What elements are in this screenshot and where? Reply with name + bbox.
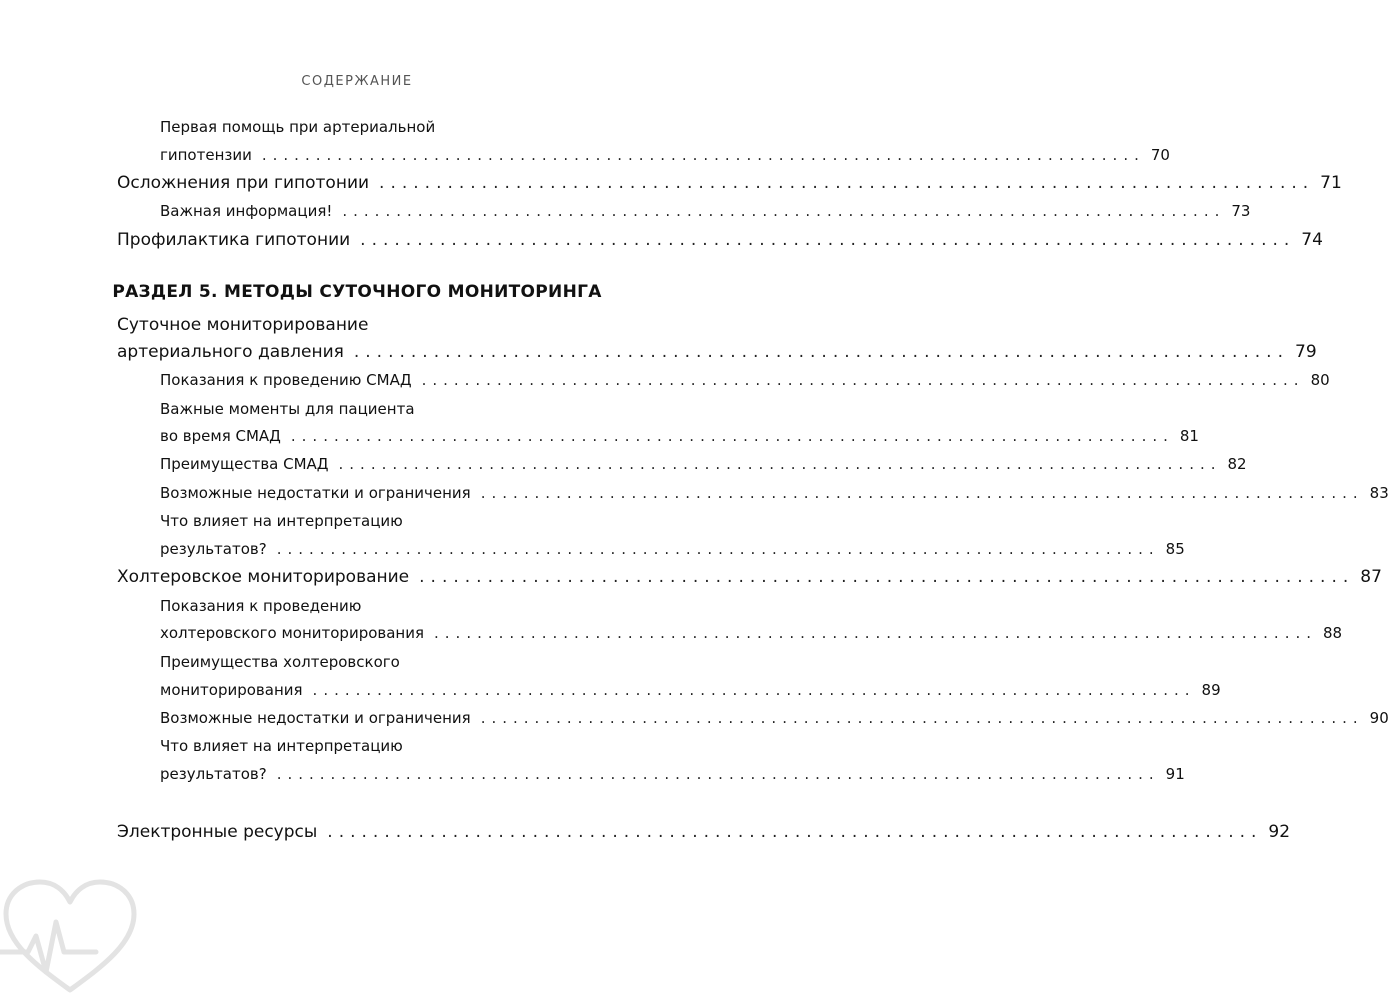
toc-page-number: 80	[1310, 371, 1330, 389]
toc-page-number: 81	[1179, 427, 1199, 445]
toc-entry-text: Осложнения при гипотонии	[117, 173, 370, 193]
toc-entry-text: Преимущества холтеровского	[160, 653, 400, 671]
toc-page-number: 91	[1165, 765, 1185, 783]
toc-leader-dots: ..................................................................................	[261, 146, 1145, 164]
toc-entry[interactable]	[160, 452, 1247, 476]
toc-page-number: 89	[1201, 681, 1221, 699]
toc-entry-text: артериального давления	[117, 342, 344, 362]
toc-leader-dots: ..................................................................................	[327, 822, 1263, 842]
toc-entry-text: Профилактика гипотонии	[117, 230, 351, 250]
toc-page-number: 82	[1227, 455, 1247, 473]
toc-entry-text: Показания к проведению СМАД	[160, 371, 412, 389]
toc-leader-dots: ..................................................................................	[290, 427, 1174, 445]
toc-entry[interactable]	[160, 621, 1343, 645]
toc-leader-dots: ..................................................................................	[360, 230, 1296, 250]
toc-entry-text: Что влияет на интерпретацию	[160, 512, 403, 530]
toc-page-number: 87	[1360, 567, 1382, 587]
toc-page-number: 88	[1323, 624, 1343, 642]
toc-leader-dots: ..................................................................................	[421, 371, 1305, 389]
toc-page-number: 85	[1165, 540, 1185, 558]
toc-page-number: 71	[1320, 173, 1342, 193]
toc-page-number: 83	[1369, 484, 1389, 502]
toc-entry-text: Важные моменты для пациента	[160, 400, 415, 418]
toc-leader-dots: ..................................................................................	[480, 484, 1364, 502]
toc-entry-text: Электронные ресурсы	[117, 822, 318, 842]
toc-entry-text: во время СМАД	[160, 427, 281, 445]
toc-page-number: 70	[1150, 146, 1170, 164]
toc-entry-text: мониторирования	[160, 681, 303, 699]
toc-entry[interactable]	[160, 762, 1185, 786]
toc-entry-text: холтеровского мониторирования	[160, 624, 425, 642]
section-title: РАЗДЕЛ 5. МЕТОДЫ СУТОЧНОГО МОНИТОРИНГА	[112, 282, 602, 302]
toc-entry-text: результатов?	[160, 540, 267, 558]
toc-leader-dots: ..................................................................................	[312, 681, 1196, 699]
toc-entry[interactable]	[160, 706, 1389, 730]
toc-entry[interactable]	[160, 481, 1389, 505]
toc-entry-text: Что влияет на интерпретацию	[160, 737, 403, 755]
toc-entry-text: Суточное мониторирование	[117, 315, 369, 335]
toc-entry[interactable]	[160, 368, 1330, 392]
toc-leader-dots: ..................................................................................	[276, 540, 1160, 558]
toc-page-number: 74	[1301, 230, 1323, 250]
toc-leader-dots: ..................................................................................	[434, 624, 1317, 642]
toc-leader-dots: ..................................................................................	[353, 342, 1289, 362]
toc-leader-dots: ..................................................................................	[338, 455, 1222, 473]
toc-entry-text: Возможные недостатки и ограничения	[160, 484, 471, 502]
toc-page-number: 90	[1369, 709, 1389, 727]
toc-leader-dots: ..................................................................................	[276, 765, 1160, 783]
toc-entry-text: Возможные недостатки и ограничения	[160, 709, 471, 727]
toc-leader-dots: ..................................................................................	[379, 173, 1315, 193]
toc-leader-dots: ..................................................................................	[419, 567, 1355, 587]
toc-entry[interactable]	[117, 340, 1317, 364]
toc-entry-text: гипотензии	[160, 146, 252, 164]
toc-entry-text: Показания к проведению	[160, 597, 362, 615]
toc-page-number: 79	[1295, 342, 1317, 362]
toc-entry[interactable]	[117, 171, 1342, 195]
toc-leader-dots: ..................................................................................	[342, 202, 1226, 220]
toc-entry[interactable]	[117, 820, 1291, 844]
toc-entry-text: Преимущества СМАД	[160, 455, 329, 473]
toc-entry[interactable]	[160, 678, 1221, 702]
toc-entry-text: Первая помощь при артериальной	[160, 118, 436, 136]
toc-page-number: 73	[1231, 202, 1251, 220]
toc-entry[interactable]	[160, 199, 1251, 223]
toc-entry[interactable]	[117, 228, 1323, 252]
toc-entry-text: Холтеровское мониторирование	[117, 567, 410, 587]
toc-entry[interactable]	[160, 143, 1170, 167]
toc-entry[interactable]	[160, 424, 1199, 448]
page-header: СОДЕРЖАНИЕ	[301, 74, 413, 89]
toc-entry[interactable]	[117, 565, 1382, 589]
toc-leader-dots: ..................................................................................	[480, 709, 1364, 727]
toc-entry[interactable]	[160, 537, 1185, 561]
toc-page-number: 92	[1268, 822, 1291, 842]
toc-entry-text: результатов?	[160, 765, 267, 783]
toc-entry-text: Важная информация!	[160, 202, 333, 220]
heart-pulse-icon	[0, 878, 140, 1000]
